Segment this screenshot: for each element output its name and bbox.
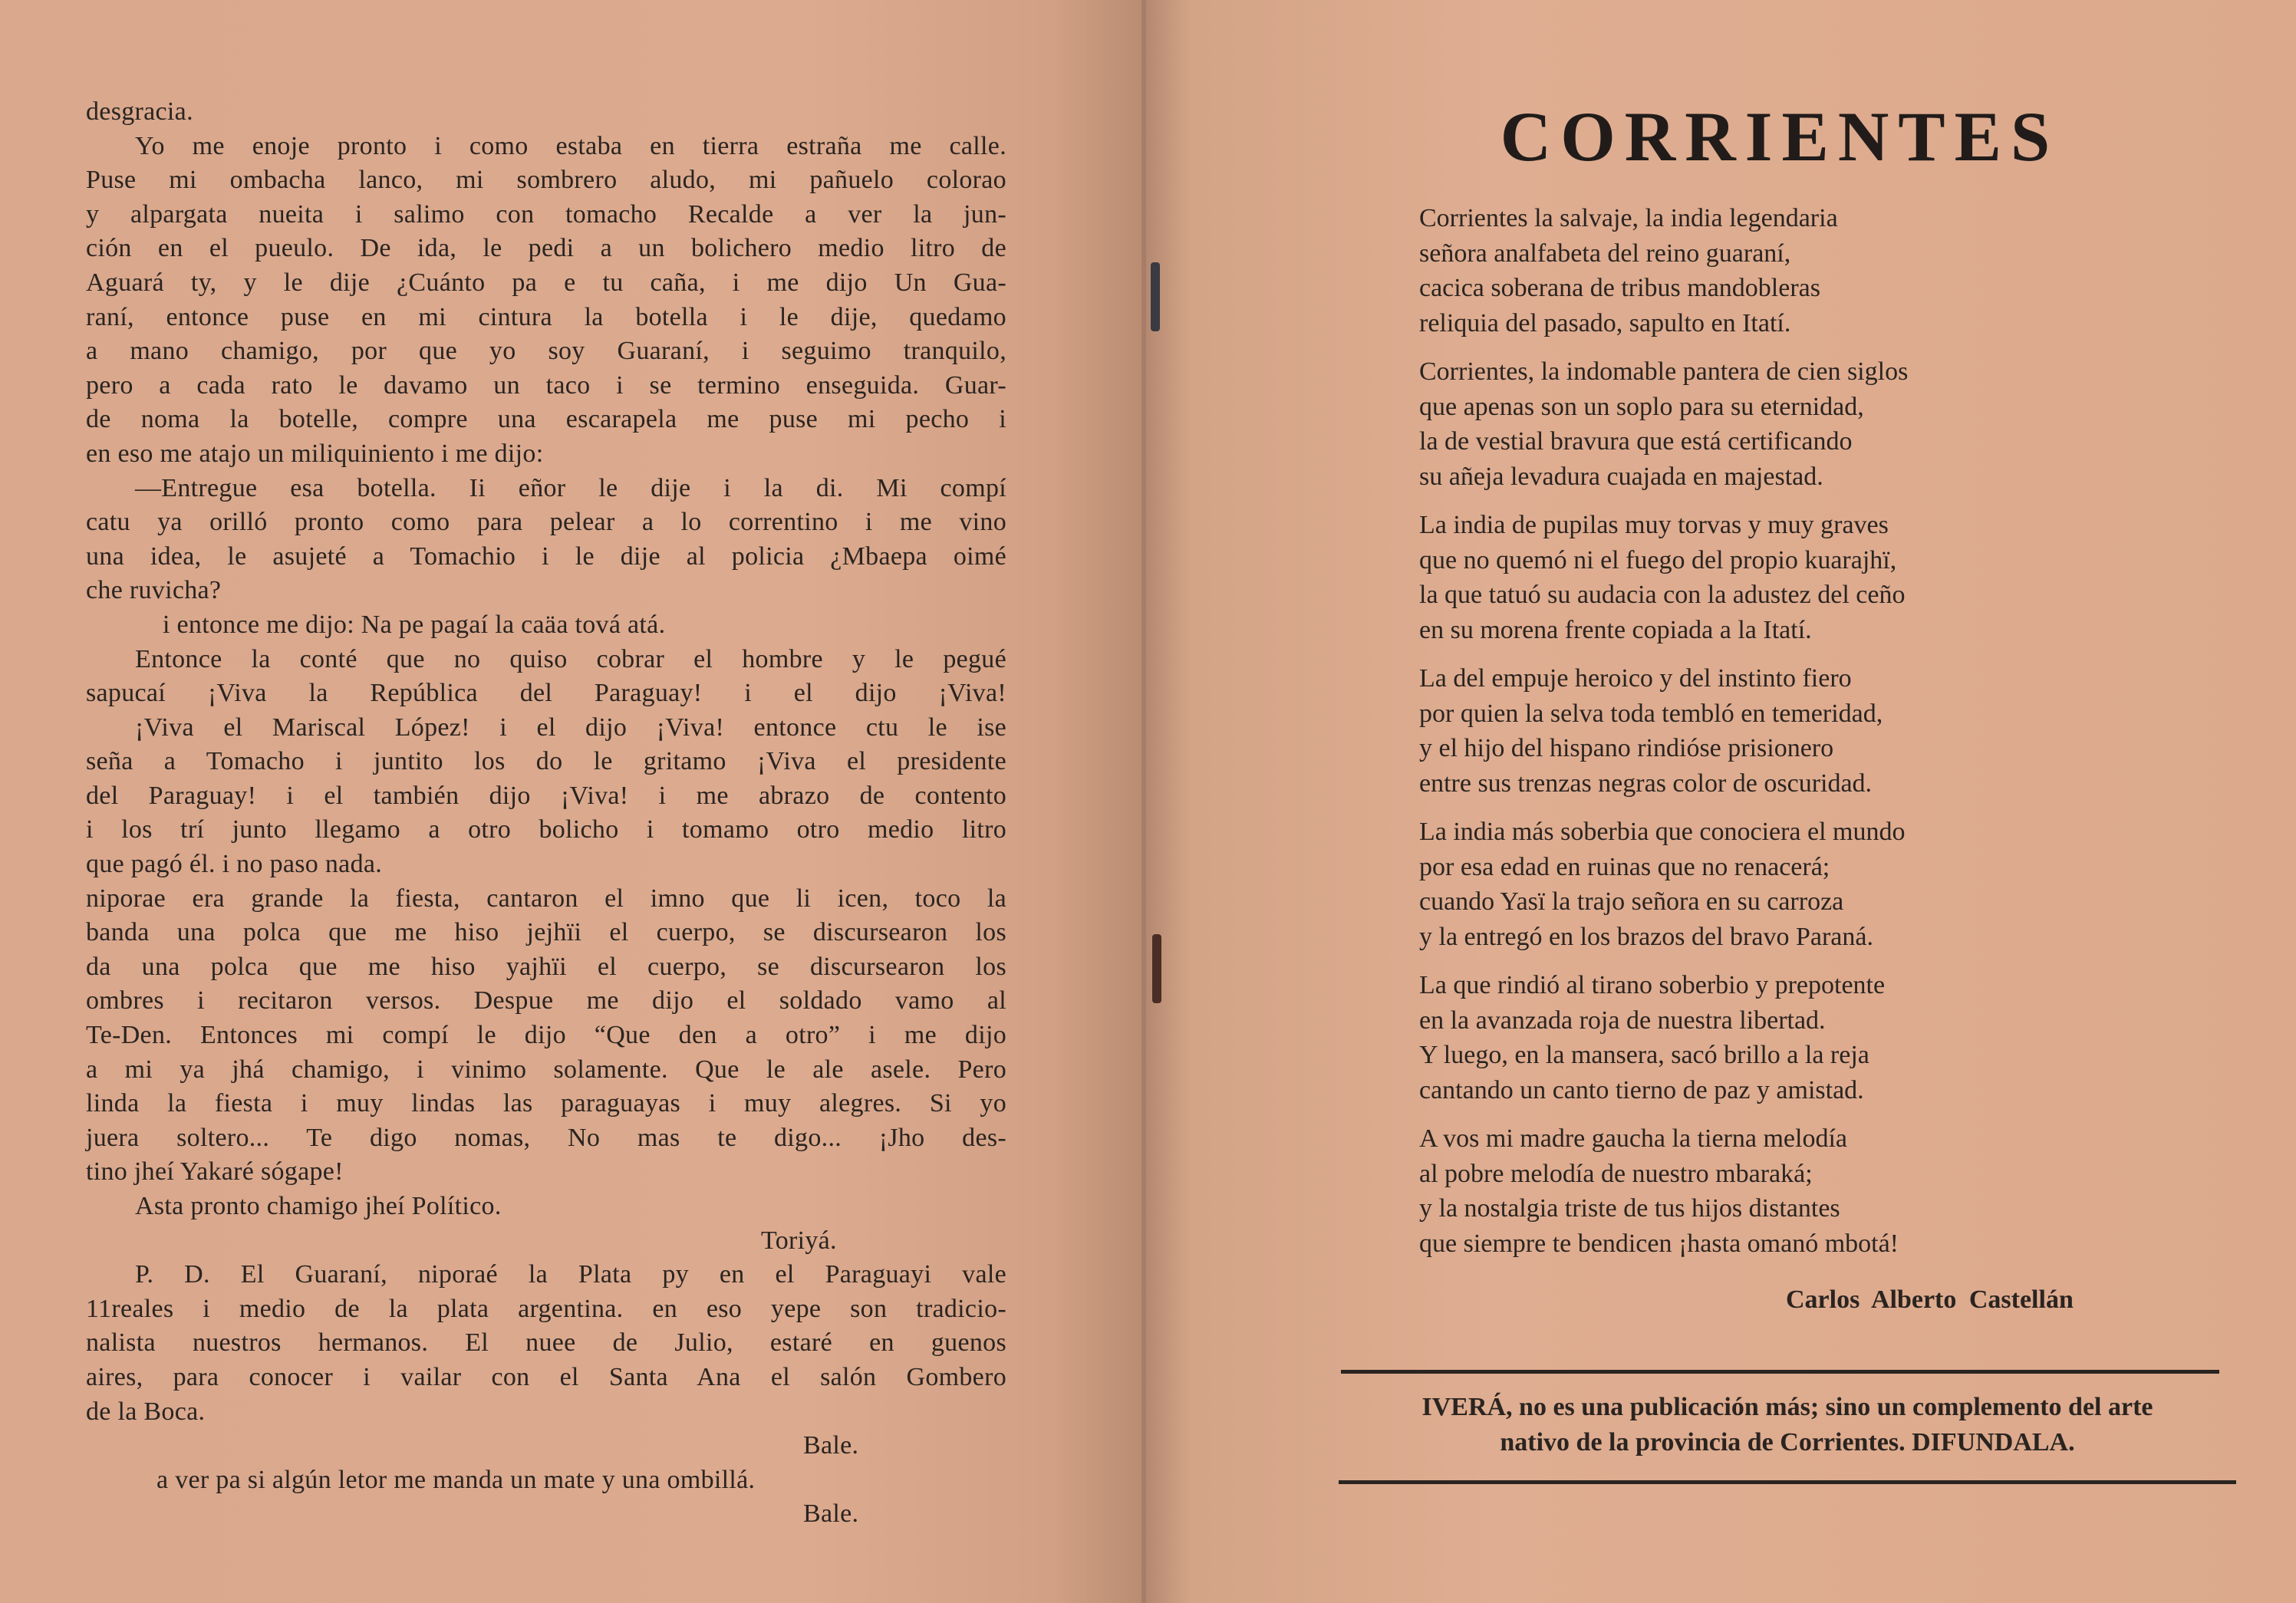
poem-line: La del empuje heroico y del instinto fiero: [1419, 664, 1852, 693]
text-line: niporae era grande la fiesta, cantaron el imno que li icen, toco la: [86, 884, 1006, 913]
poem-line: La india más soberbia que conociera el mundo: [1419, 818, 1906, 846]
poem-line: que siempre te bendicen ¡hasta omanó mbotá!: [1419, 1229, 1899, 1258]
poem-stanza: [1419, 508, 2148, 647]
text-line: aires, para conocer i vailar con el Santa Ana el salón Gombero: [86, 1362, 1006, 1391]
divider-top: [1341, 1370, 2219, 1374]
poem-stanza: [1419, 354, 2148, 494]
poem-line: la que tatuó su audacia con la adustez del ceño: [1419, 581, 1906, 609]
poem-line: cacica soberana de tribus mandobleras: [1419, 274, 1820, 302]
book-spine: [1141, 0, 1146, 1603]
text-line: de la Boca.: [86, 1397, 206, 1426]
text-line: —Entregue esa botella. Ii eñor le dije i la di. Mi compí: [135, 473, 1006, 502]
poem: [1419, 201, 2148, 1275]
text-line: P. D. El Guaraní, niporaé la Plata py en el Paraguayi vale: [135, 1260, 1006, 1289]
poem-line: Corrientes la salvaje, la india legendaria: [1419, 204, 1838, 232]
poem-line: cantando un canto tierno de paz y amistad.: [1419, 1075, 1864, 1104]
text-line: juera soltero... Te digo nomas, No mas te digo... ¡Jho des-: [86, 1123, 1006, 1152]
staple-bottom: [1152, 934, 1161, 1003]
poem-line: cuando Yasï la trajo señora en su carroza: [1419, 887, 1844, 916]
text-line: Asta pronto chamigo jheí Político.: [135, 1192, 502, 1220]
text-line: nalista nuestros hermanos. El nuee de Julio, estaré en guenos: [86, 1328, 1006, 1358]
poem-line: y la entregó en los brazos del bravo Paraná.: [1419, 922, 1873, 951]
text-line: pero a cada rato le davamo un taco i se termino enseguida. Guar-: [86, 370, 1006, 400]
text-line: catu ya orilló pronto como para pelear a lo correntino i me vino: [86, 508, 1006, 537]
text-line: Toriyá.: [761, 1226, 837, 1255]
text-line: ombres i recitaron versos. Despue me dijo el soldado vamo al: [86, 986, 1006, 1015]
text-line: sapucaí ¡Viva la República del Paraguay! i el dijo ¡Viva!: [86, 679, 1006, 708]
poem-line: en la avanzada roja de nuestra libertad.: [1419, 1006, 1826, 1035]
poem-line: La que rindió al tirano soberbio y prepotente: [1419, 971, 1886, 999]
poem-line: por quien la selva toda tembló en temeridad,: [1419, 699, 1883, 728]
notice-line: IVERÁ, no es una publicación más; sino un complemento del arte: [1421, 1393, 2153, 1421]
poem-line: y el hijo del hispano rindióse prisionero: [1419, 734, 1834, 762]
text-line: a mano chamigo, por que yo soy Guaraní, i seguimo tranquilo,: [86, 337, 1006, 366]
text-line: Yo me enoje pronto i como estaba en tierra estraña me calle.: [135, 131, 1006, 160]
poem-line: entre sus trenzas negras color de oscuridad.: [1419, 769, 1873, 798]
text-line: tino jheí Yakaré sógape!: [86, 1157, 344, 1187]
poem-line: la de vestial bravura que está certificando: [1419, 427, 1853, 456]
text-line: banda una polca que me hiso jejhïi el cuerpo, se discursearon los: [86, 918, 1006, 947]
publication-notice: [1339, 1390, 2236, 1460]
text-line: Puse mi ombacha lanco, mi sombrero aludo, mi pañuelo colorao: [86, 166, 1006, 195]
text-line: i los trí junto llegamo a otro bolicho i tomamo otro medio litro: [86, 815, 1006, 844]
text-line: Bale.: [803, 1499, 859, 1529]
text-line: del Paraguay! i el también dijo ¡Viva! i me abrazo de contento: [86, 781, 1006, 810]
poem-line: que no quemó ni el fuego del propio kuarajhï,: [1419, 545, 1897, 574]
left-page: [0, 0, 1145, 1603]
poem-line: su añeja levadura cuajada en majestad.: [1419, 462, 1823, 491]
text-line: seña a Tomacho i juntito los do le gritamo ¡Viva el presidente: [86, 747, 1006, 776]
text-line: ción en el pueulo. De ida, le pedi a un bolichero medio litro de: [86, 234, 1006, 263]
text-line: Bale.: [803, 1431, 859, 1460]
text-line: che ruvicha?: [86, 576, 222, 605]
text-line: en eso me atajo un miliquiniento i me dijo:: [86, 439, 544, 468]
text-line: a ver pa si algún letor me manda un mate y una ombillá.: [156, 1465, 756, 1494]
poem-line: Corrientes, la indomable pantera de cien siglos: [1419, 357, 1909, 386]
poem-line: La india de pupilas muy torvas y muy graves: [1419, 511, 1889, 539]
text-line: Te-Den. Entonces mi compí le dijo “Que den a otro” i me dijo: [86, 1021, 1006, 1050]
poem-author: Carlos Alberto Castellán: [1786, 1285, 2074, 1314]
poem-line: A vos mi madre gaucha la tierna melodía: [1419, 1124, 1847, 1153]
poem-line: reliquia del pasado, sapulto en Itatí.: [1419, 308, 1791, 337]
text-line: Aguará ty, y le dije ¿Cuánto pa e tu caña, i me dijo Un Gua-: [86, 268, 1006, 297]
poem-line: señora analfabeta del reino guaraní,: [1419, 239, 1791, 268]
notice-line: nativo de la provincia de Corrientes. DIFUNDALA.: [1500, 1428, 2075, 1457]
text-line: i entonce me dijo: Na pe pagaí la caäa tová atá.: [163, 610, 666, 639]
poem-line: Y luego, en la mansera, sacó brillo a la reja: [1419, 1041, 1869, 1069]
text-line: una idea, le asujeté a Tomachio i le dije al policia ¿Mbaepa oimé: [86, 541, 1006, 571]
staple-top: [1151, 262, 1160, 331]
text-line: de noma la botelle, compre una escarapela me puse mi pecho i: [86, 405, 1006, 434]
poem-stanza: [1419, 1121, 2148, 1261]
poem-stanza: [1419, 968, 2148, 1108]
text-line: a mi ya jhá chamigo, i vinimo solamente. Que le ale asele. Pero: [86, 1055, 1006, 1084]
text-line: desgracia.: [86, 97, 193, 126]
poem-line: que apenas son un soplo para su eternidad,: [1419, 392, 1864, 421]
text-line: y alpargata nueita i salimo con tomacho Recalde a ver la jun-: [86, 199, 1006, 229]
text-line: ¡Viva el Mariscal López! i el dijo ¡Viva! entonce ctu le ise: [135, 713, 1006, 742]
divider-bottom: [1339, 1480, 2236, 1484]
left-page-text: [86, 95, 1006, 1532]
poem-stanza: [1419, 201, 2148, 341]
text-line: que pagó él. i no paso nada.: [86, 850, 383, 879]
poem-line: en su morena frente copiada a la Itatí.: [1419, 615, 1812, 644]
poem-line: al pobre melodía de nuestro mbaraká;: [1419, 1159, 1813, 1188]
poem-line: por esa edad en ruinas que no renacerá;: [1419, 852, 1830, 881]
text-line: linda la fiesta i muy lindas las paraguayas i muy alegres. Si yo: [86, 1089, 1006, 1118]
text-line: Entonce la conté que no quiso cobrar el hombre y le pegué: [135, 644, 1006, 673]
poem-line: y la nostalgia triste de tus hijos distantes: [1419, 1194, 1840, 1223]
text-line: raní, entonce puse en mi cintura la botella i le dije, quedamo: [86, 302, 1006, 331]
text-line: da una polca que me hiso yajhïi el cuerpo, se discursearon los: [86, 952, 1006, 981]
poem-title: CORRIENTES: [1500, 97, 2060, 176]
poem-stanza: [1419, 815, 2148, 954]
text-line: 11reales i medio de la plata argentina. en eso yepe son tradicio-: [86, 1294, 1006, 1323]
poem-stanza: [1419, 661, 2148, 801]
